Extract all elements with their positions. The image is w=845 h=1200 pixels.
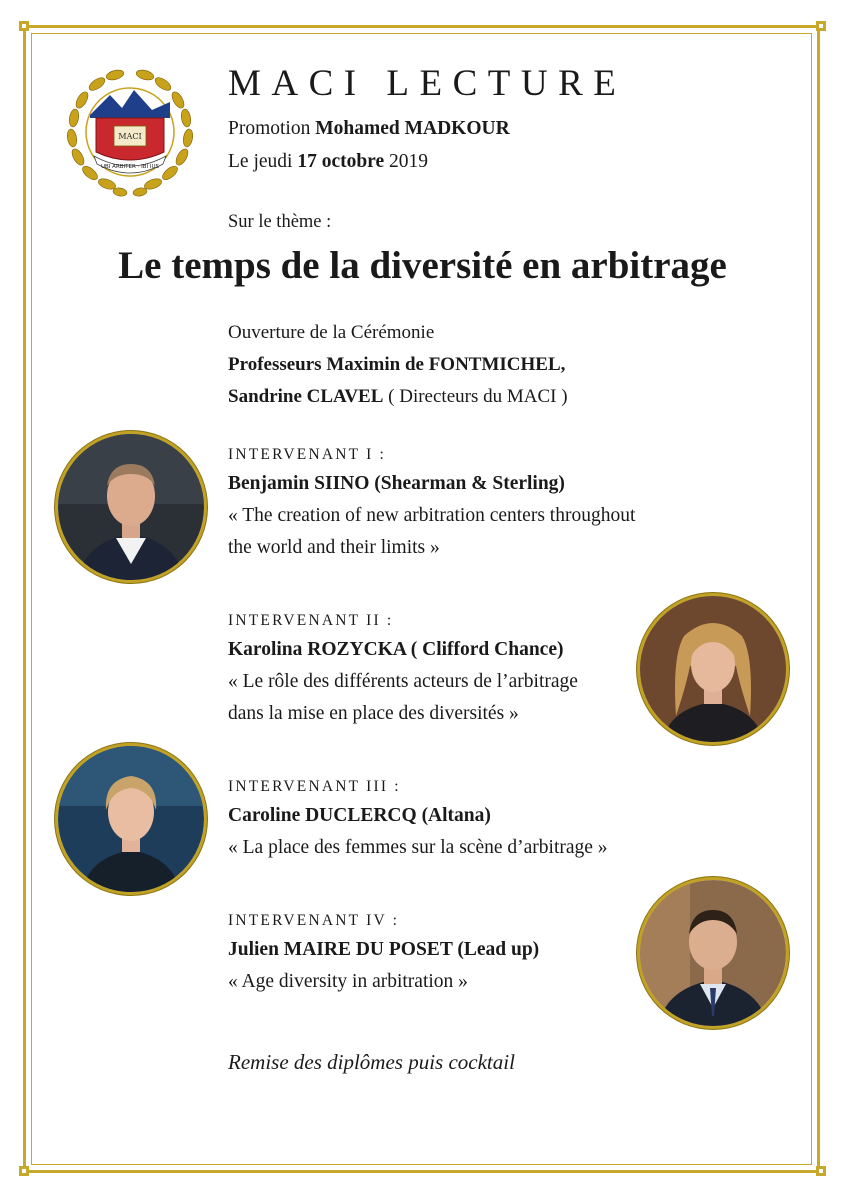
promotion-name: Mohamed MADKOUR (315, 118, 510, 139)
corner-ornament-bottom-right (816, 1166, 826, 1176)
speaker-4-talk-line-1: « Age diversity in arbitration » (228, 971, 468, 992)
speaker-1-talk-line-2: the world and their limits » (228, 537, 440, 558)
closing-note: Remise des diplômes puis cocktail (228, 1050, 515, 1074)
speaker-4-photo (640, 880, 786, 1026)
speaker-1-label: INTERVENANT I : (228, 446, 387, 463)
speaker-1-name-line (228, 473, 565, 495)
speaker-4-name-line (228, 939, 539, 961)
speaker-2-photo (640, 596, 786, 742)
page-title: MACI LECTURE (228, 63, 627, 104)
opening-director-role: ( Directeurs du MACI ) (388, 386, 568, 407)
speaker-2-firm: ( Clifford Chance) (410, 639, 564, 660)
speaker-1-photo (58, 434, 204, 580)
speaker-4-name: Julien MAIRE DU POSET (228, 939, 453, 960)
speaker-2-talk-line-1: « Le rôle des différents acteurs de l’arbitrage (228, 671, 578, 692)
promotion-prefix: Promotion (228, 118, 311, 139)
speaker-3-name: Caroline DUCLERCQ (228, 805, 417, 826)
speaker-2-name-line (228, 639, 563, 661)
speaker-2-name: Karolina ROZYCKA (228, 639, 406, 660)
corner-ornament-top-right (816, 21, 826, 31)
speaker-3-talk-line-1: « La place des femmes sur la scène d’arbitrage » (228, 837, 608, 858)
date-day: 17 octobre (297, 151, 385, 172)
speaker-3-firm: (Altana) (421, 805, 491, 826)
date-prefix: Le jeudi (228, 151, 293, 172)
corner-ornament-top-left (19, 21, 29, 31)
opening-line-2 (228, 386, 568, 408)
speaker-3-name-line (228, 805, 491, 827)
speaker-1-talk-line-1: « The creation of new arbitration centers throughout (228, 505, 636, 526)
theme-intro: Sur le thème : (228, 212, 332, 232)
speaker-2-label: INTERVENANT II : (228, 612, 394, 629)
speaker-4-firm: (Lead up) (457, 939, 540, 960)
opening-label: Ouverture de la Cérémonie (228, 322, 435, 343)
date-line (228, 151, 428, 173)
speaker-1-firm: (Shearman & Sterling) (374, 473, 565, 494)
date-year: 2019 (389, 151, 429, 172)
speaker-3-photo (58, 746, 204, 892)
opening-line-1: Professeurs Maximin de FONTMICHEL, (228, 354, 566, 375)
logo-monogram: MACI (118, 132, 142, 141)
logo-motto: UBI ARBITER · IBI IUS (101, 164, 159, 170)
opening-director-name: Sandrine CLAVEL (228, 386, 384, 407)
speaker-2-talk-line-2: dans la mise en place des diversités » (228, 703, 519, 724)
speaker-3-label: INTERVENANT III : (228, 778, 401, 795)
speaker-4-label: INTERVENANT IV : (228, 912, 400, 929)
corner-ornament-bottom-left (19, 1166, 29, 1176)
speaker-1-name: Benjamin SIINO (228, 473, 370, 494)
theme-title: Le temps de la diversité en arbitrage (118, 244, 727, 287)
promotion-line (228, 118, 510, 140)
maci-logo (60, 60, 200, 202)
